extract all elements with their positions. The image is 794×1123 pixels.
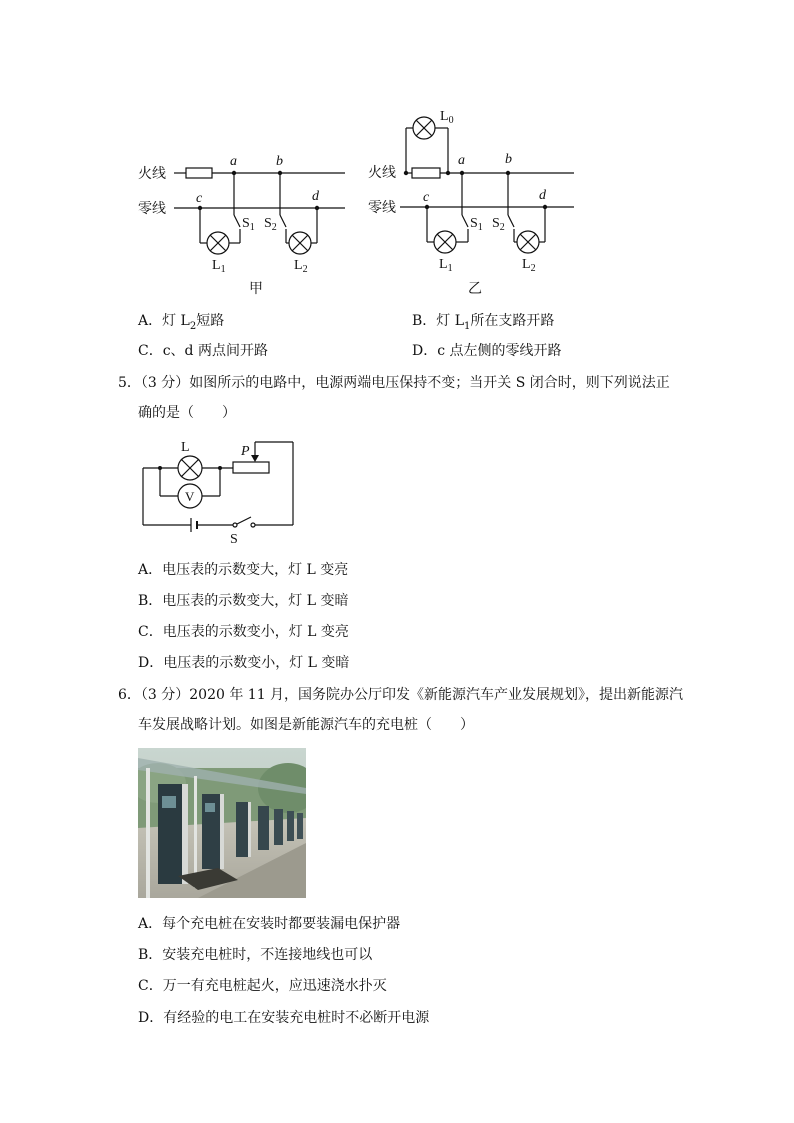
q5-option-d: D．电压表的示数变小，灯 L 变暗: [138, 655, 350, 671]
switch-label: S: [230, 532, 238, 547]
circuit-figure-q5: [135, 432, 305, 547]
point-c-label: c: [423, 190, 430, 205]
neutral-wire-label: 零线: [138, 202, 166, 217]
lamp-l2-label: $L_2$: [522, 257, 536, 274]
figure-caption-jia: 甲: [249, 282, 263, 297]
point-a-label: a: [230, 154, 237, 169]
point-d-label: d: [312, 189, 319, 204]
q6-stem-line1: 6．（3 分）2020 年 11 月，国务院办公厅印发《新能源汽车产业发展规划》，提出新能源汽: [118, 687, 684, 703]
figure-caption-yi: 乙: [468, 282, 482, 297]
q4-option-c: C．c、d 两点间开路: [138, 343, 268, 359]
lamp-l2-label: $L_2$: [294, 258, 308, 275]
point-c-label: c: [196, 191, 203, 206]
q6-option-a: A．每个充电桩在安装时都要装漏电保护器: [138, 916, 401, 932]
junction-d-dot: [315, 206, 319, 210]
circuit-figure-jia: [130, 145, 360, 305]
voltmeter-label: V: [185, 489, 195, 504]
neutral-wire-label: 零线: [368, 201, 396, 216]
q6-option-b: B．安装充电桩时，不连接地线也可以: [138, 947, 373, 963]
q4-option-a: A．灯 $L_2$短路: [138, 313, 225, 332]
point-d-label: d: [539, 188, 546, 203]
q5-option-c: C．电压表的示数变小，灯 L 变亮: [138, 624, 349, 640]
switch-s1-label: $S_1$: [242, 216, 255, 233]
point-a-label: a: [458, 153, 465, 168]
q5-stem-line2: 确的是（ ）: [138, 405, 236, 421]
junction-a-dot: [232, 171, 236, 175]
point-b-label: b: [276, 154, 283, 169]
lamp-label: L: [181, 440, 190, 455]
slider-label: P: [241, 444, 250, 459]
switch-s2-label: $S_2$: [492, 216, 505, 233]
live-wire-label: 火线: [368, 166, 396, 181]
junction-c-dot: [198, 206, 202, 210]
point-b-label: b: [505, 152, 512, 167]
live-wire-label: 火线: [138, 167, 166, 182]
q5-stem-line1: 5．（3 分）如图所示的电路中，电源两端电压保持不变；当开关 S 闭合时，则下列说法正: [118, 375, 670, 391]
q6-stem-line2: 车发展战略计划。如图是新能源汽车的充电桩（ ）: [138, 717, 474, 733]
switch-s2-label: $S_2$: [264, 216, 277, 233]
q6-option-c: C．万一有充电桩起火，应迅速浇水扑灭: [138, 978, 387, 994]
q4-option-b: B．灯 $L_1$所在支路开路: [412, 313, 555, 332]
q5-option-b: B．电压表的示数变大，灯 L 变暗: [138, 593, 349, 609]
lamp-l0-label: $L_0$: [440, 109, 454, 126]
lamp-l1-label: $L_1$: [439, 257, 453, 274]
junction-b-dot: [278, 171, 282, 175]
switch-s1-label: $S_1$: [470, 216, 483, 233]
charging-pile-photo: [138, 748, 306, 898]
q5-option-a: A．电压表的示数变大，灯 L 变亮: [138, 562, 349, 578]
lamp-l1-label: $L_1$: [212, 258, 226, 275]
q4-option-d: D．c 点左侧的零线开路: [412, 343, 562, 359]
q6-option-d: D．有经验的电工在安装充电桩时不必断开电源: [138, 1010, 430, 1026]
circuit-figure-yi: [362, 100, 587, 305]
